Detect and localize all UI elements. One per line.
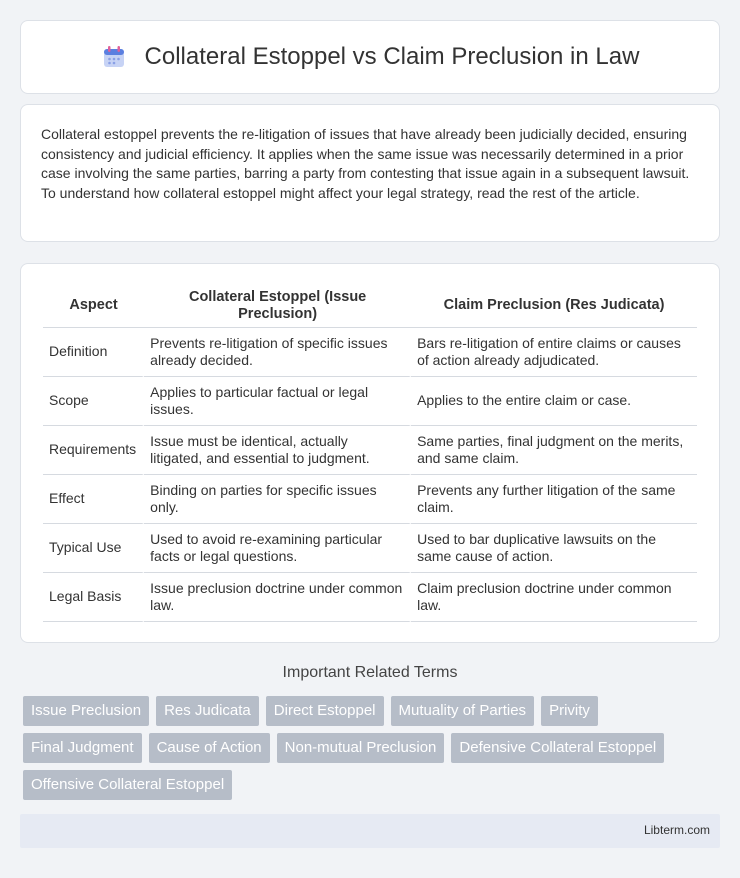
collateral-estoppel-cell: Binding on parties for specific issues only.: [144, 475, 411, 524]
claim-preclusion-cell: Bars re-litigation of entire claims or causes of action already adjudicated.: [411, 328, 697, 377]
tag-issue-preclusion[interactable]: Issue Preclusion: [23, 696, 149, 726]
header-aspect: Aspect: [43, 284, 144, 328]
tag-offensive-collateral-estoppel[interactable]: Offensive Collateral Estoppel: [23, 770, 232, 800]
claim-preclusion-cell: Applies to the entire claim or case.: [411, 377, 697, 426]
comparison-table-card: [20, 263, 720, 643]
intro-card: [20, 104, 720, 242]
claim-preclusion-cell: Prevents any further litigation of the same claim.: [411, 475, 697, 524]
table-row: [43, 426, 697, 475]
footer-site-link[interactable]: Libterm.com: [643, 823, 710, 837]
collateral-estoppel-cell: Issue preclusion doctrine under common law.: [144, 573, 411, 622]
table-header-row: [43, 284, 697, 328]
table-row: [43, 573, 697, 622]
collateral-estoppel-cell: Applies to particular factual or legal issues.: [144, 377, 411, 426]
table-row: [43, 328, 697, 377]
tag-cause-of-action[interactable]: Cause of Action: [149, 733, 270, 763]
claim-preclusion-cell: Used to bar duplicative lawsuits on the same cause of action.: [411, 524, 697, 573]
tag-res-judicata[interactable]: Res Judicata: [156, 696, 259, 726]
intro-paragraph: Collateral estoppel prevents the re-litigation of issues that have already been judicially decided, ensuring consistency and judicial efficiency. It applies when the same issue was necessarily determined in a prior case involving the same parties, barring a party from contesting that issue again in a subsequent lawsuit. To understand how collateral estoppel might affect your legal strategy, read the rest of the article.: [41, 126, 690, 201]
claim-preclusion-cell: Same parties, final judgment on the merits, and same claim.: [411, 426, 697, 475]
aspect-cell: Effect: [43, 475, 144, 524]
tag-mutuality-of-parties[interactable]: Mutuality of Parties: [391, 696, 535, 726]
aspect-cell: Requirements: [43, 426, 144, 475]
tag-direct-estoppel[interactable]: Direct Estoppel: [266, 696, 384, 726]
collateral-estoppel-cell: Prevents re-litigation of specific issues already decided.: [144, 328, 411, 377]
tag-privity[interactable]: Privity: [541, 696, 598, 726]
aspect-cell: Scope: [43, 377, 144, 426]
table-row: [43, 524, 697, 573]
page-title: Collateral Estoppel vs Claim Preclusion in Law: [144, 43, 640, 70]
table-row: [43, 475, 697, 524]
table-row: [43, 377, 697, 426]
header-collateral-estoppel: Collateral Estoppel (Issue Preclusion): [144, 284, 411, 328]
calendar-icon: [101, 44, 127, 70]
footer: [20, 814, 720, 848]
tag-final-judgment[interactable]: Final Judgment: [23, 733, 142, 763]
claim-preclusion-cell: Claim preclusion doctrine under common law.: [411, 573, 697, 622]
tag-non-mutual-preclusion[interactable]: Non-mutual Preclusion: [277, 733, 445, 763]
related-terms-heading: Important Related Terms: [282, 664, 458, 681]
aspect-cell: Legal Basis: [43, 573, 144, 622]
collateral-estoppel-cell: Used to avoid re-examining particular facts or legal questions.: [144, 524, 411, 573]
comparison-table: [43, 284, 697, 622]
tag-defensive-collateral-estoppel[interactable]: Defensive Collateral Estoppel: [451, 733, 664, 763]
related-terms-list: [23, 696, 723, 800]
aspect-cell: Typical Use: [43, 524, 144, 573]
title-card: [20, 20, 720, 94]
header-claim-preclusion: Claim Preclusion (Res Judicata): [411, 284, 697, 328]
aspect-cell: Definition: [43, 328, 144, 377]
collateral-estoppel-cell: Issue must be identical, actually litigated, and essential to judgment.: [144, 426, 411, 475]
